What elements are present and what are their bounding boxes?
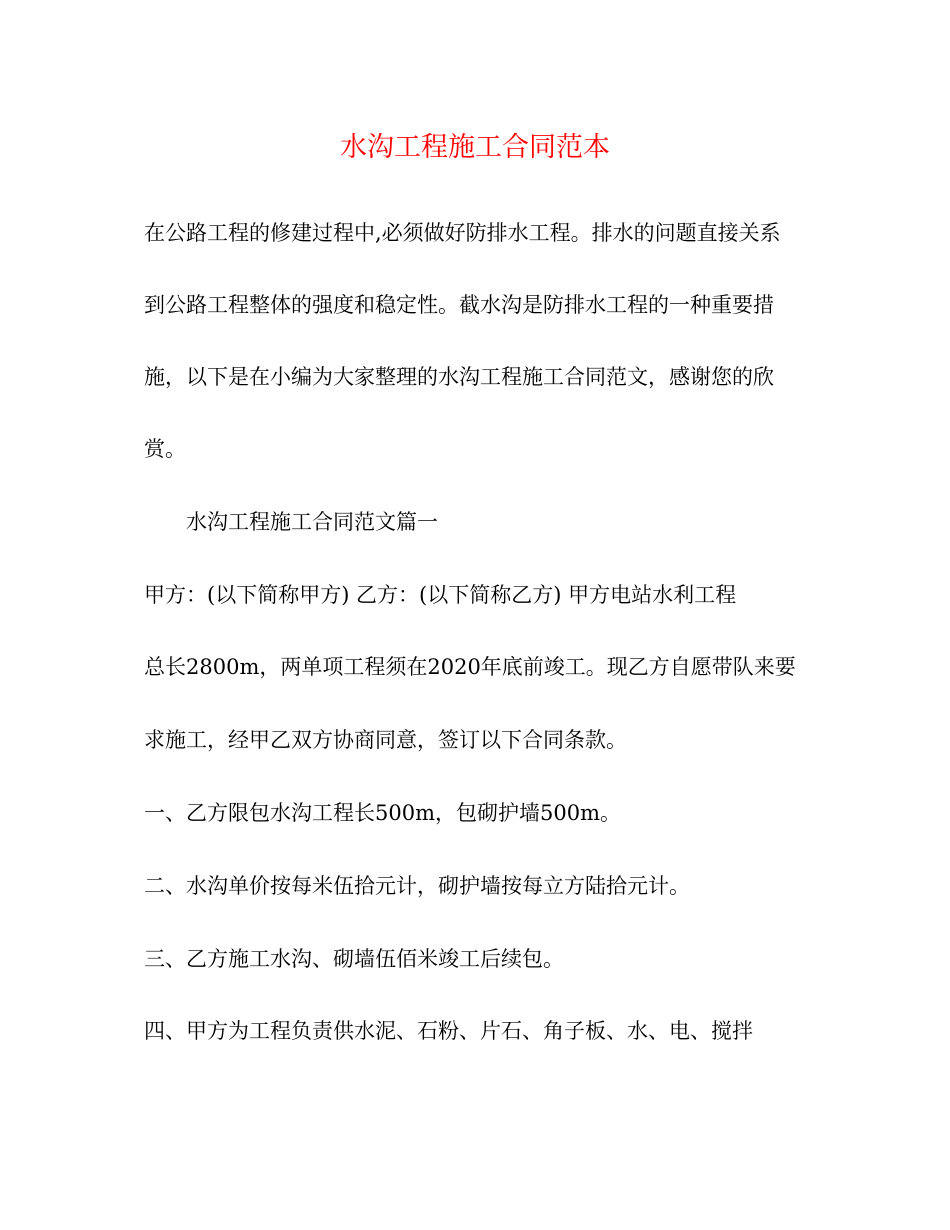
clause-1: 一、乙方限包水沟工程长500m，包砌护墙500m。 [144,801,621,825]
intro-line-1: 在公路工程的修建过程中,必须做好防排水工程。排水的问题直接关系 [144,221,781,245]
body-line-3: 求施工，经甲乙双方协商同意，签订以下合同条款。 [144,728,627,752]
body-line-2: 总长2800m，两单项工程须在2020年底前竣工。现乙方自愿带队来要 [144,655,796,679]
document-title: 水沟工程施工合同范本 [340,132,610,163]
section-heading: 水沟工程施工合同范文篇一 [186,510,438,534]
intro-line-4: 赏。 [144,437,186,461]
clause-4: 四、甲方为工程负责供水泥、石粉、片石、角子板、水、电、搅拌 [144,1019,753,1043]
intro-line-3: 施，以下是在小编为大家整理的水沟工程施工合同范文，感谢您的欣 [144,365,774,389]
clause-3: 三、乙方施工水沟、砌墙伍佰米竣工后续包。 [144,947,564,971]
clause-2: 二、水沟单价按每米伍拾元计，砌护墙按每立方陆拾元计。 [144,874,690,898]
intro-line-2: 到公路工程整体的强度和稳定性。截水沟是防排水工程的一种重要措 [144,293,774,317]
body-line-1: 甲方：(以下简称甲方) 乙方：(以下简称乙方) 甲方电站水利工程 [144,583,737,607]
